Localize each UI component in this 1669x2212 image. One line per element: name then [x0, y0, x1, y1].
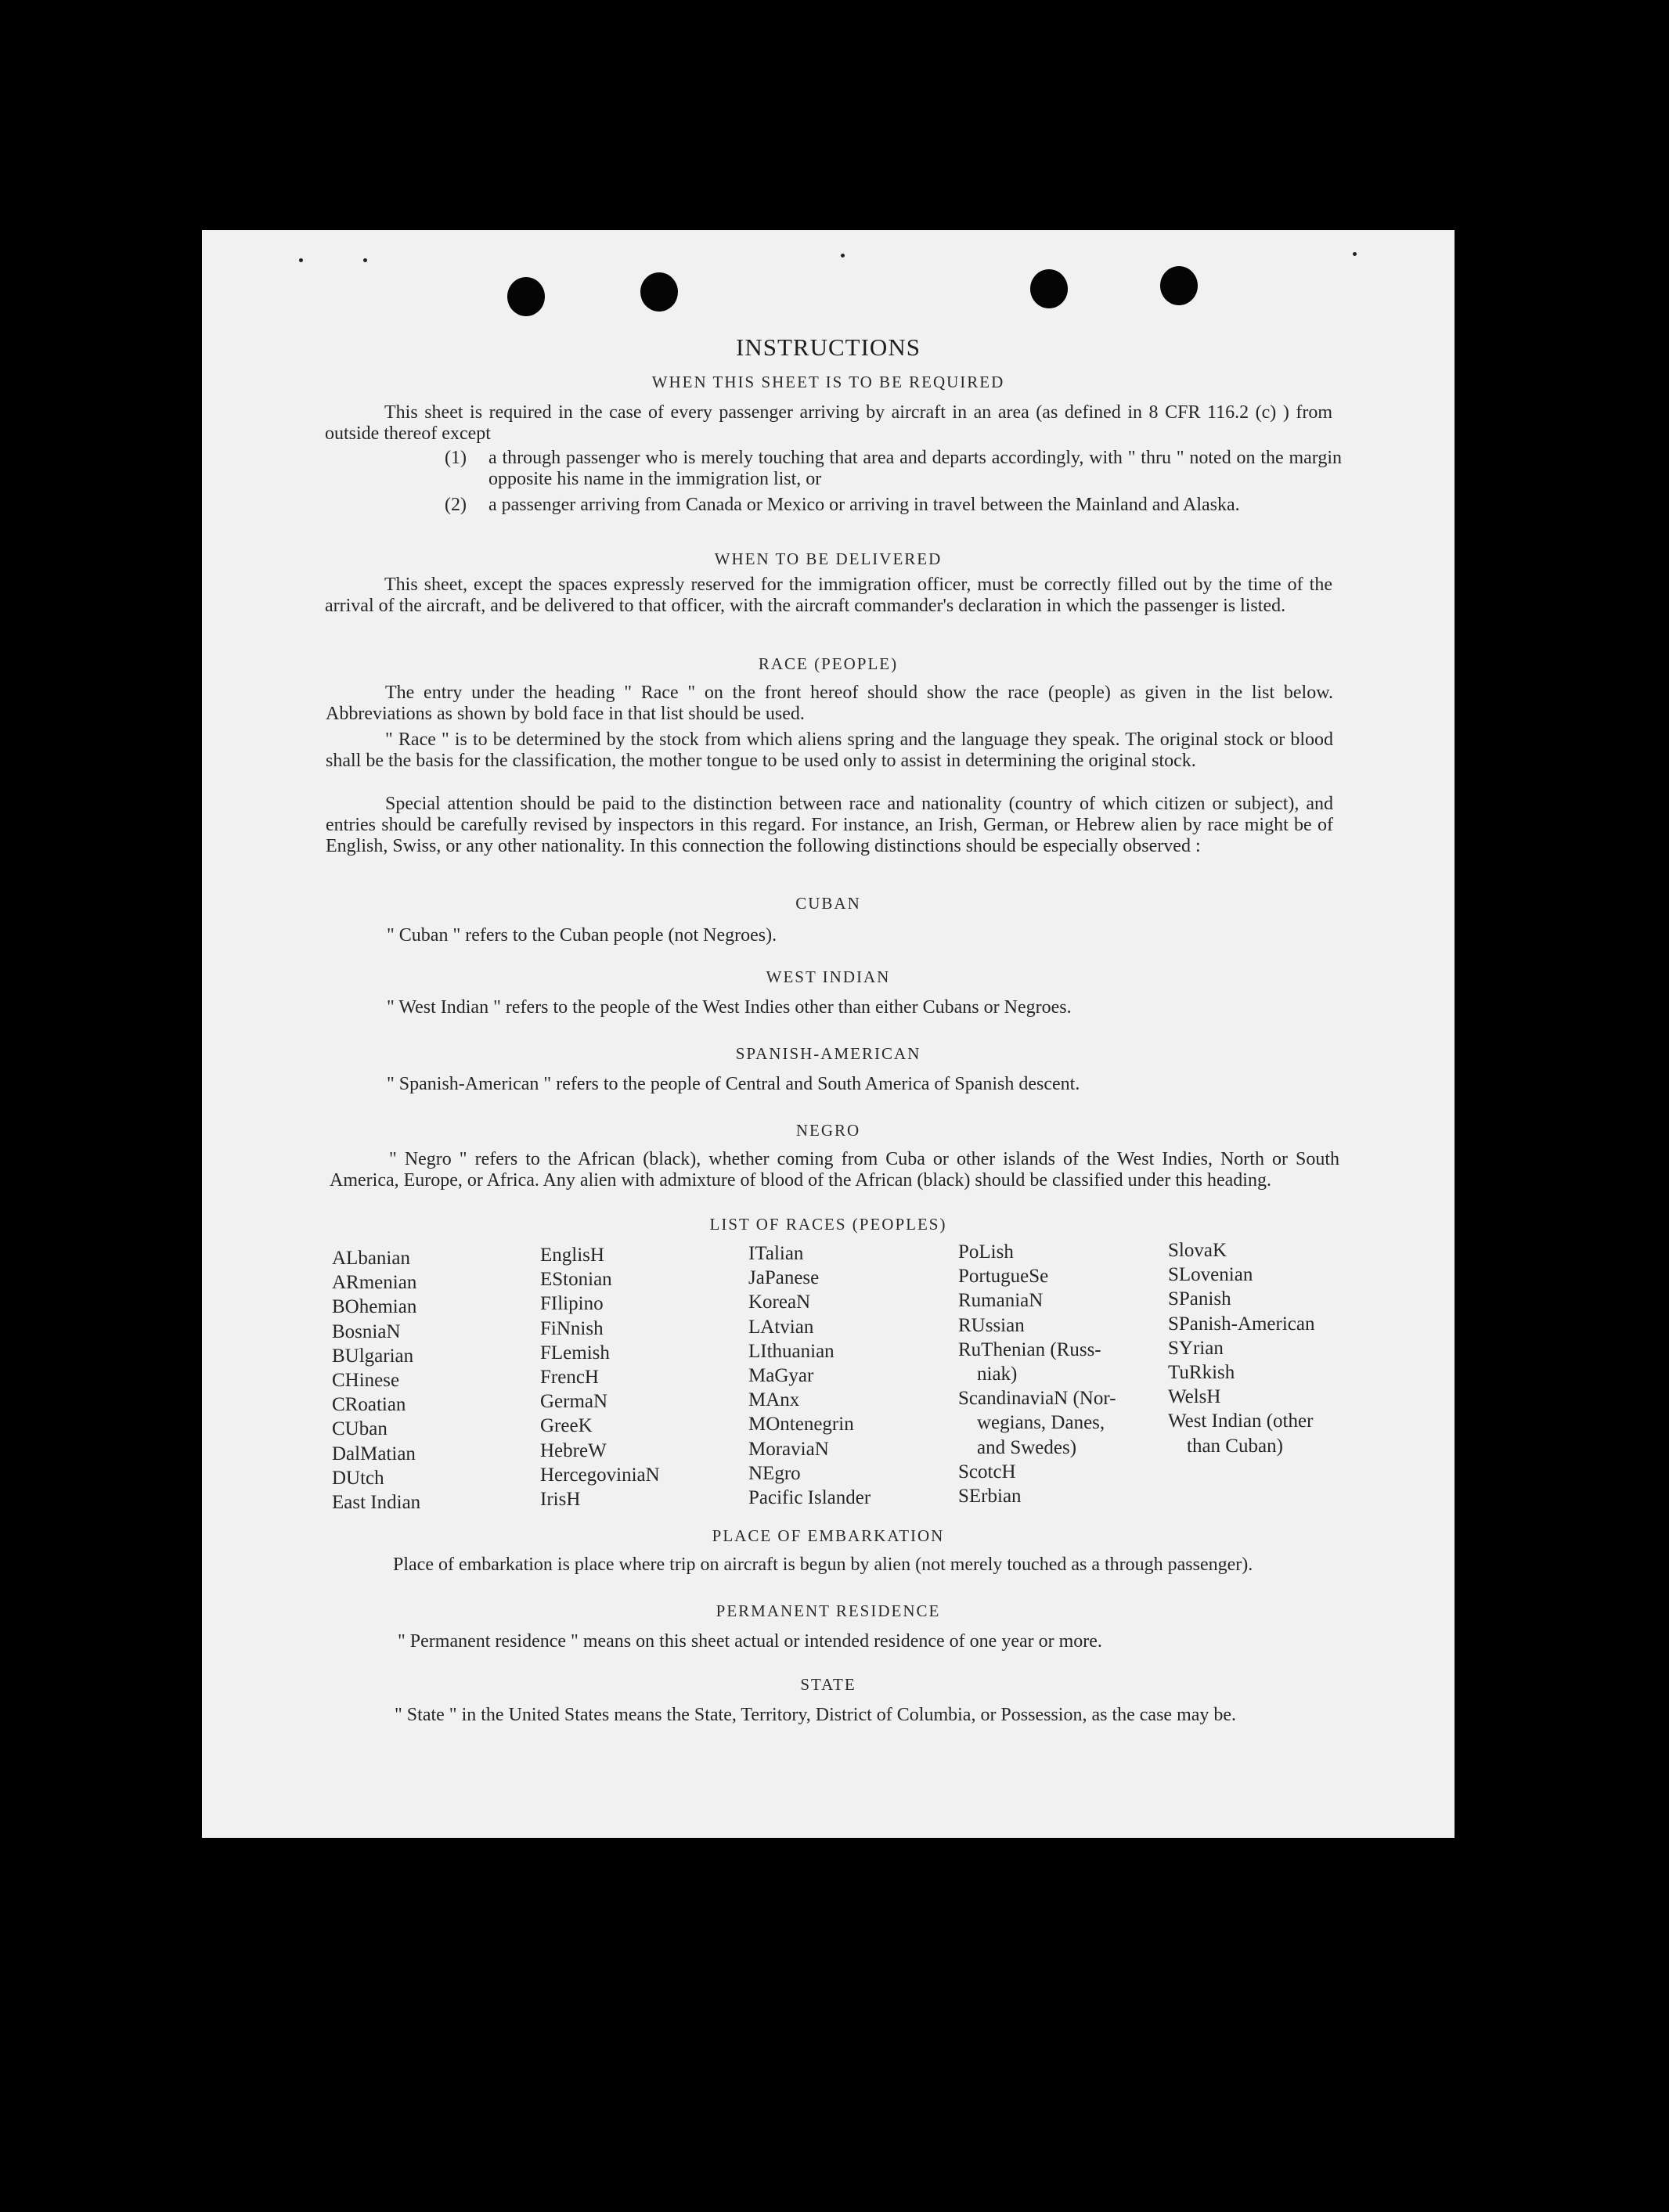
heading-required: WHEN THIS SHEET IS TO BE REQUIRED [651, 373, 1005, 391]
race-entry: TuRkish [1168, 1362, 1235, 1384]
speck [363, 258, 367, 262]
heading-residence: PERMANENT RESIDENCE [716, 1601, 941, 1620]
heading-negro: NEGRO [795, 1121, 861, 1140]
item-text: a through passenger who is merely touching that area and departs accordingly, with " thru " noted on the margin opposite his name in the immigration list, or [488, 448, 1342, 489]
race-entry-continued: niak) [977, 1364, 1018, 1385]
race-entry: SYrian [1168, 1337, 1224, 1359]
race-paragraph-3: Special attention should be paid to the distinction between race and nationality (country of which citizen or subject), and entries should be carefully revised by inspectors in this regard. For instance, an Irish, German, or Hebrew alien by race might be of English, Swiss, or any other nationality. In this connection the following distinctions should be especially observed : [326, 794, 1333, 856]
delivered-text: This sheet, except the spaces expressly reserved for the immigration officer, must be correctly filled out by the time of the arrival of the aircraft, and be delivered to that officer, with the aircraft commander's declaration in which the passenger is listed. [325, 575, 1332, 616]
race-entry: ALbanian [332, 1248, 410, 1269]
race-entry: MoraviaN [748, 1438, 829, 1460]
race-entry: HebreW [540, 1439, 607, 1461]
race-entry: KoreaN [748, 1292, 811, 1313]
race-entry: ScandinaviaN (Nor- [958, 1388, 1116, 1410]
race-entry: RumaniaN [958, 1290, 1044, 1312]
race-entry-continued: than Cuban) [1187, 1435, 1283, 1457]
race-entry: RuThenian (Russ- [958, 1338, 1101, 1360]
speck [1353, 252, 1357, 256]
race-entry: CRoatian [332, 1394, 406, 1416]
race-entry: MOntenegrin [748, 1414, 854, 1436]
page-title: INSTRUCTIONS [736, 333, 921, 361]
race-entry: PoLish [958, 1241, 1014, 1263]
race-entry: SlovaK [1168, 1240, 1227, 1261]
heading-west-indian: WEST INDIAN [766, 967, 891, 986]
race-entry: JaPanese [748, 1267, 820, 1289]
punch-hole [640, 272, 678, 312]
heading-embarkation: PLACE OF EMBARKATION [712, 1526, 945, 1545]
item-number: (2) [445, 495, 467, 515]
race-entry: East Indian [332, 1492, 421, 1514]
race-paragraph-2: " Race " is to be determined by the stock from which aliens spring and the language they speak. The original stock or blood shall be the basis for the classification, the mother tongue to be used only to assist in determining the original stock. [326, 730, 1333, 771]
race-entry: ARmenian [332, 1272, 417, 1294]
race-entry: DalMatian [332, 1443, 416, 1464]
embarkation-text: Place of embarkation is place where trip on aircraft is begun by alien (not merely touched as a through passenger). [393, 1555, 1253, 1575]
race-entry: BOhemian [332, 1296, 417, 1318]
heading-spanish-american: SPANISH-AMERICAN [735, 1044, 921, 1063]
race-entry: LAtvian [748, 1316, 814, 1338]
race-entry: RUssian [958, 1314, 1025, 1336]
heading-cuban: CUBAN [795, 894, 861, 913]
race-entry: SLovenian [1168, 1264, 1253, 1286]
required-intro: This sheet is required in the case of every passenger arriving by aircraft in an area (as defined in 8 CFR 116.2 (c) ) from outside thereof except [325, 402, 1332, 444]
race-column-3 [748, 1241, 871, 1510]
race-entry: CUban [332, 1418, 388, 1440]
race-entry: ITalian [748, 1243, 804, 1264]
negro-text: " Negro " refers to the African (black), whether coming from Cuba or other islands of the West Indies, North or South America, Europe, or Africa. Any alien with admixture of blood of the African (black) should be classified under this heading. [330, 1149, 1339, 1191]
punch-hole [1160, 266, 1198, 305]
instruction-sheet [202, 230, 1455, 1838]
race-entry: WelsH [1168, 1386, 1221, 1408]
cuban-text: " Cuban " refers to the Cuban people (not Negroes). [387, 925, 777, 946]
west-indian-text: " West Indian " refers to the people of the West Indies other than either Cubans or Negroes. [387, 997, 1072, 1018]
item-number: (1) [445, 448, 467, 468]
race-entry: FIlipino [540, 1293, 604, 1315]
race-entry: ScotcH [958, 1461, 1016, 1482]
residence-text: " Permanent residence " means on this sheet actual or intended residence of one year or more. [398, 1631, 1102, 1652]
state-text: " State " in the United States means the State, Territory, District of Columbia, or Possession, as the case may be. [395, 1705, 1237, 1725]
heading-state: STATE [800, 1675, 856, 1694]
race-entry: MAnx [748, 1389, 800, 1411]
race-entry: LIthuanian [748, 1340, 834, 1362]
race-entry: SPanish-American [1168, 1313, 1315, 1335]
spanish-american-text: " Spanish-American " refers to the people of Central and South America of Spanish descent. [387, 1074, 1080, 1094]
race-entry: FLemish [540, 1342, 610, 1364]
race-entry: CHinese [332, 1370, 400, 1392]
race-entry: SErbian [958, 1486, 1022, 1508]
race-entry: NEgro [748, 1462, 801, 1484]
punch-hole [1030, 269, 1068, 308]
race-entry: DUtch [332, 1467, 384, 1489]
race-column-1 [332, 1246, 420, 1515]
race-entry: SPanish [1168, 1288, 1231, 1310]
race-entry: FrencH [540, 1367, 599, 1389]
race-entry-continued: and Swedes) [977, 1436, 1077, 1458]
race-entry: PortugueSe [958, 1266, 1049, 1288]
race-entry: IrisH [540, 1489, 581, 1511]
race-entry: GermaN [540, 1391, 608, 1413]
race-entry: MaGyar [748, 1365, 814, 1387]
race-entry: EStonian [540, 1269, 612, 1291]
heading-race: RACE (PEOPLE) [758, 654, 899, 673]
punch-hole [507, 277, 545, 316]
race-entry: FiNnish [540, 1317, 604, 1339]
race-entry: HercegoviniaN [540, 1464, 660, 1486]
race-entry: Pacific Islander [748, 1487, 871, 1509]
heading-delivered: WHEN TO BE DELIVERED [714, 549, 943, 568]
race-entry: BosniaN [332, 1320, 401, 1342]
race-column-2 [540, 1243, 660, 1511]
speck [299, 258, 303, 262]
speck [841, 254, 845, 258]
race-column-4 [958, 1240, 1116, 1508]
race-paragraph-1: The entry under the heading " Race " on the front hereof should show the race (people) as given in the list below. Abbreviations as shown by bold face in that list should be used. [326, 683, 1333, 724]
item-text: a passenger arriving from Canada or Mexico or arriving in travel between the Mainland and Alaska. [488, 495, 1240, 515]
race-entry-continued: wegians, Danes, [977, 1412, 1105, 1434]
race-entry: EnglisH [540, 1245, 604, 1266]
race-entry: West Indian (other [1168, 1410, 1314, 1432]
race-entry: BUlgarian [332, 1345, 414, 1367]
race-column-5 [1168, 1238, 1314, 1458]
heading-list-of-races: LIST OF RACES (PEOPLES) [709, 1215, 947, 1234]
race-entry: GreeK [540, 1415, 593, 1437]
